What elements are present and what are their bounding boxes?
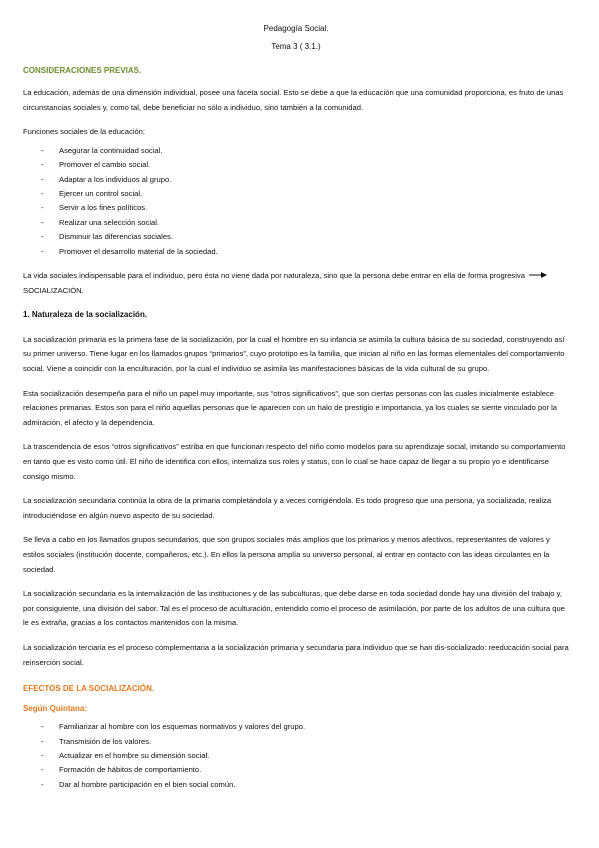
bullet-dash: - [41,217,44,227]
bullet-dash: - [41,779,44,789]
bullet-dash: - [41,750,44,760]
paragraph-terciaria: La socialización terciaria es el proceso complementaria a la socialización primaria y secundaria para individuo que se han dis-socializado: reeducación social para reinserción social. [23,642,569,667]
paragraph-internalizacion: La socialización secundaria es la internalización de las instituciones y de las subculturas, que debe darse en toda sociedad donde hay una división del trabajo y, por consiguiente, una división del sabor. Tal es el proceso de aculturación, entendido como el proceso de asimilación, por parte de los adultos de una cultura que le es extraña, gracias a los contactos mantenidos con la misma. [23,589,565,628]
paragraph-otros-significativos: Esta socialización desempeña para el niño un papel muy importante, sus “otros significativos”, que son ciertas personas con las cuales inicialmente establece relaciones primarias. Estos son para el niño aquellas personas que le aparecen con un halo de prestigio e importancia, ya los cuales se siente vinculado por la admiración, el afecto y la dependencia. [23,388,557,427]
paragraph-grupos-secundarios: Se lleva a cabo en los llamados grupos secundarios, que son grupos sociales más amplios que los primarios y menos afectivos, representantes de valores y estilos sociales (institución docente, compañeros, etc.). En ellos la persona amplía su universo personal, al entrar en contacto con las ideas circulantes en la sociedad. [23,535,550,574]
bullet-dash: - [41,246,44,256]
bullet-dash: - [41,722,44,732]
list-item: - Servir a los fines políticos. [23,201,569,215]
list-item: - Dar al hombre participación en el bien social común. [23,778,569,792]
list-item: - Adaptar a los individuos al grupo. [23,173,569,187]
section-heading-consideraciones: CONSIDERACIONES PREVIAS. [23,66,142,75]
section-heading-naturaleza: 1. Naturaleza de la socialización. [23,310,148,320]
list-item: - Promover el desarrollo material de la sociedad. [23,245,569,259]
list-item: - Disminuir las diferencias sociales. [23,230,569,244]
list-item: - Transmisión de los valores. [23,735,569,749]
paragraph-primaria: La socialización primaria es la primera fase de la socialización, por la cual el hombre en su infancia se asimila la cultura básica de su sociedad, construyendo así su primer universo. Tiene lugar en los llamados grupos “primarios”, cuyo prototipo es la familia, que inician al niño en las formas elementales del comportamiento social. Viene a coincidir con la enculturación, por la cual el individuo se asimila las manifestaciones básicas de la vida cultural de su grupo. [23,334,565,373]
bullet-dash: - [41,160,44,170]
list-item: - Asegurar la continuidad social. [23,144,569,158]
bullet-dash: - [41,765,44,775]
paragraph-trascendencia: La trascendencia de esos “otros significativos” estriba en que funcionan respecto del niño como modelos para su aprendizaje social, imitando su comportamiento en tanto que es visto como útil. El niño de identifica con ellos, internaliza sus roles y status, con lo cual se hace capaz de llegar a su propio yo e identificarse consigo mismo. [23,442,566,481]
subheading-quintana: Según Quintana: [23,704,87,714]
effects-list [23,720,569,792]
bullet-dash: - [41,203,44,213]
functions-list [23,144,569,259]
bullet-dash: - [41,174,44,184]
list-item: - Actualizar en el hombre su dimensión social. [23,749,569,763]
intro-paragraph: La educación, además de una dimensión individual, posee una faceta social. Esto se debe a que la educación que una comunidad proporciona, es fruto de unas circunstancias sociales y, como tal, debe beneficiar no sólo a individuo, sino también a la comunidad. [23,88,564,112]
bullet-dash: - [41,232,44,242]
right-arrow-icon [529,271,547,279]
bullet-dash: - [41,189,44,198]
document-title: Pedagogía Social. [263,24,329,33]
socializacion-term: SOCIALIZACIÓN. [23,285,84,295]
paragraph-secundaria: La socialización secundaria continúa la obra de la primaria completándola y a veces corrigiéndola. Es todo progreso que una persona, ya socializada, realiza introduciéndose en algún nuevo aspecto de su sociedad. [23,496,552,520]
list-item: - Formación de hábitos de comportamiento. [23,763,569,777]
list-item: - Promover el cambio social. [23,158,569,172]
list-item: - Realizar una selección social. [23,216,569,230]
list-item: - Familiarizar al hombre con los esquemas normativos y valores del grupo. [23,720,569,734]
bullet-dash: - [41,736,44,746]
vida-social-paragraph: La vida sociales indispensable para el individuo, pero ésta no viene dada por naturaleza, sino que la persona debe entrar en ella de forma progresiva SOCIALIZACIÓN. [23,269,569,298]
bullet-dash: - [41,145,44,155]
functions-title: Funciones sociales de la educación: [23,127,145,137]
section-heading-efectos: EFECTOS DE LA SOCIALIZACIÓN. [23,684,155,694]
document-subtitle: Tema 3 ( 3.1.) [271,42,321,51]
list-item: - Ejercer un control social. [23,187,569,201]
